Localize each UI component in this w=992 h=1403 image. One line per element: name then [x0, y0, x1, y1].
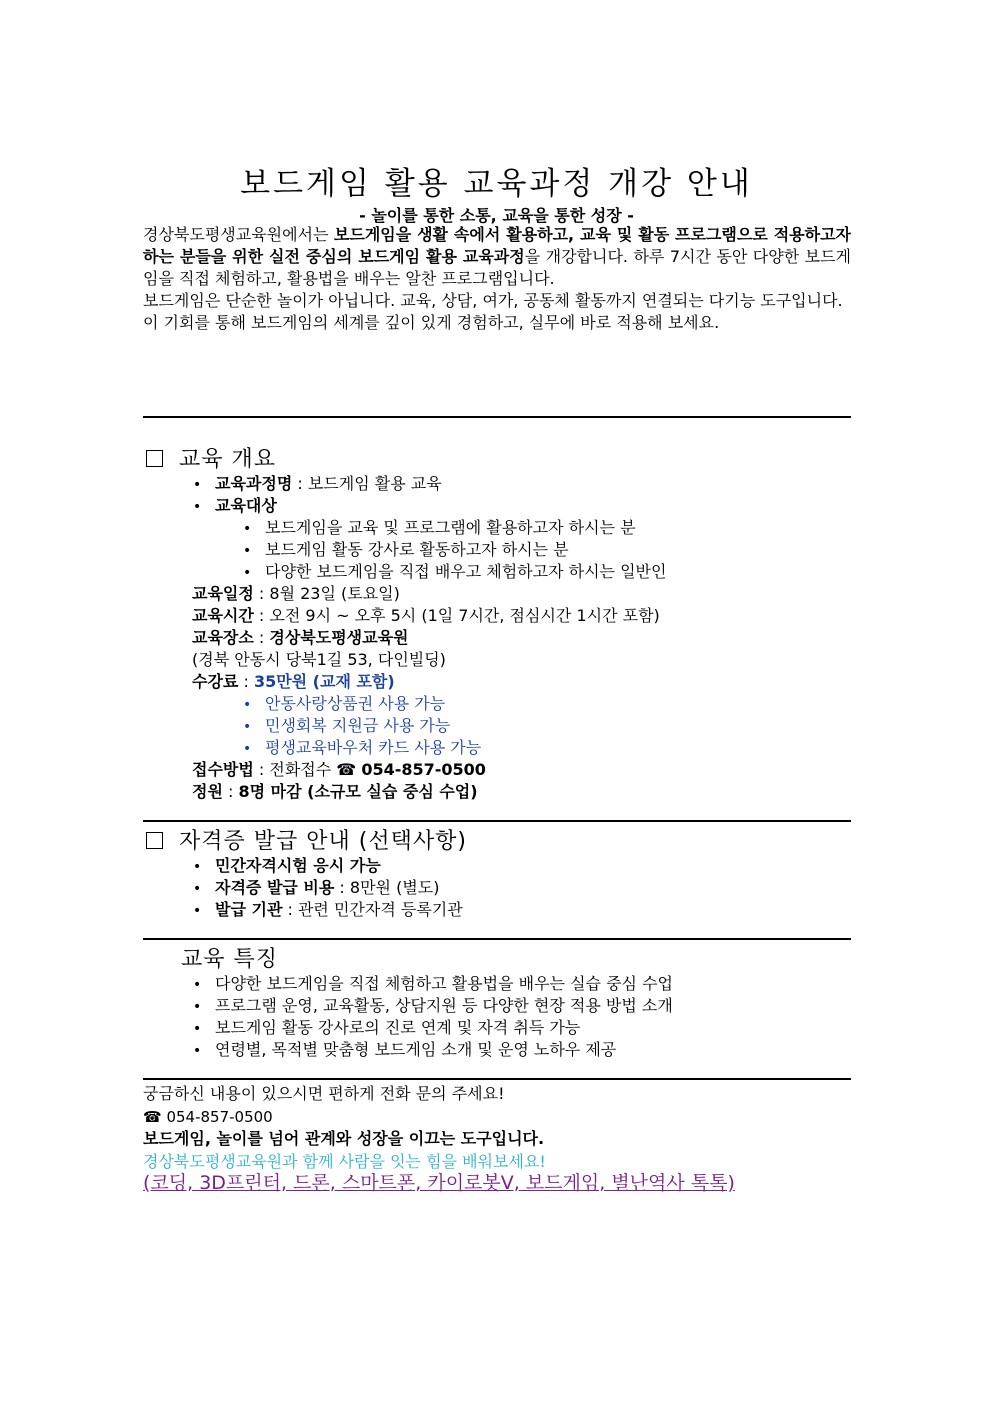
- section-heading-features: 교육 특징: [181, 947, 279, 972]
- bullet-icon: •: [193, 881, 202, 897]
- intro-paragraph-1: [143, 224, 851, 290]
- divider: [143, 1078, 851, 1080]
- bullet-icon: •: [193, 859, 202, 875]
- list-item: [193, 995, 673, 1018]
- bullet-icon: •: [243, 719, 252, 735]
- value: : 전화접수 ☎: [253, 760, 362, 779]
- inquiry-text: 궁금하신 내용이 있으시면 편하게 전화 문의 주세요!: [143, 1084, 505, 1103]
- info-line-time: [192, 605, 660, 627]
- info-line-place: [192, 627, 409, 649]
- list-item: [243, 517, 636, 540]
- info-line-apply: [192, 759, 486, 781]
- info-line-fee: [192, 671, 395, 693]
- intro-paragraph-2: 보드게임은 단순한 놀이가 아닙니다. 교육, 상담, 여가, 공동체 활동까지 연결되는 다기능 도구입니다.: [143, 291, 843, 310]
- checkbox-icon: [146, 450, 163, 467]
- value: : 8월 23일 (토요일): [253, 584, 400, 603]
- divider: [143, 416, 851, 418]
- bullet-icon: •: [193, 977, 202, 993]
- label: 교육장소: [192, 628, 254, 647]
- phone-number: 054-857-0500: [361, 760, 486, 779]
- feature-text: 연령별, 목적별 맞춤형 보드게임 소개 및 운영 노하우 제공: [215, 1040, 617, 1059]
- label: 교육과정명: [215, 474, 293, 493]
- label: 교육일정: [192, 584, 254, 603]
- item-text: 민간자격시험 응시 가능: [215, 856, 381, 875]
- list-item: [193, 1039, 616, 1062]
- separator: :: [238, 672, 254, 691]
- list-item: [193, 973, 673, 996]
- divider: [143, 820, 851, 822]
- info-line-capacity: [192, 781, 478, 803]
- checkbox-icon: [146, 832, 163, 849]
- list-item: [193, 473, 442, 496]
- section-heading-overview: [146, 442, 276, 473]
- page-subtitle: - 놀이를 통한 소통, 교육을 통한 성장 -: [359, 206, 634, 225]
- target-text: 다양한 보드게임을 직접 배우고 체험하고자 하시는 일반인: [265, 562, 667, 581]
- list-item: [243, 561, 666, 584]
- bullet-icon: •: [243, 543, 252, 559]
- section-heading-text: 교육 개요: [179, 447, 277, 472]
- feature-text: 다양한 보드게임을 직접 체험하고 활용법을 배우는 실습 중심 수업: [215, 974, 674, 993]
- bullet-icon: •: [193, 999, 202, 1015]
- list-item: [193, 877, 439, 900]
- intro-p1-end: 을 개강합니다. 하루 7시간 동안 다양한 보드게임을 직접 체험하고, 활용법을 배우는 알찬 프로그램입니다.: [143, 247, 851, 288]
- value: 8명 마감 (소규모 실습 중심 수업): [238, 782, 478, 801]
- info-line-date: [192, 583, 400, 605]
- invite-text: 경상북도평생교육원과 함께 사람을 잇는 힘을 배워보세요!: [143, 1152, 546, 1171]
- label: 교육시간: [192, 606, 254, 625]
- bullet-icon: •: [193, 903, 202, 919]
- bullet-icon: •: [193, 1043, 202, 1059]
- separator: :: [222, 782, 239, 801]
- bullet-icon: •: [193, 499, 202, 515]
- list-item: [243, 539, 569, 562]
- bullet-icon: •: [243, 697, 252, 713]
- value: : 보드게임 활용 교육: [292, 474, 442, 493]
- value: 경상북도평생교육원: [269, 628, 409, 647]
- intro-p1-bold: 보드게임을 생활 속에서 활용하고, 교육 및 활동 프로그램으로 적용하고자 하는 분들을 위한 실전 중심의 보드게임 활용 교육과정: [143, 225, 851, 266]
- label: 정원: [192, 782, 223, 801]
- footer-phone: ☎ 054-857-0500: [143, 1108, 273, 1126]
- value: : 관련 민간자격 등록기관: [282, 900, 463, 919]
- bullet-icon: •: [243, 521, 252, 537]
- feature-text: 프로그램 운영, 교육활동, 상담지원 등 다양한 현장 적용 방법 소개: [215, 996, 673, 1015]
- list-item: [243, 737, 481, 760]
- intro-p1-start: 경상북도평생교육원에서는: [143, 225, 334, 244]
- value: 35만원 (교재 포함): [253, 672, 395, 691]
- target-text: 보드게임 활동 강사로 활동하고자 하시는 분: [265, 540, 569, 559]
- bullet-icon: •: [243, 565, 252, 581]
- bullet-icon: •: [193, 477, 202, 493]
- label: 교육대상: [215, 496, 277, 515]
- list-item: [193, 855, 381, 878]
- bullet-icon: •: [193, 1021, 202, 1037]
- page-title: 보드게임 활용 교육과정 개강 안내: [240, 166, 753, 202]
- intro-text: [143, 224, 851, 334]
- separator: :: [253, 628, 270, 647]
- bullet-icon: •: [243, 741, 252, 757]
- label: 발급 기관: [215, 900, 283, 919]
- section-heading-certificate: [146, 824, 467, 855]
- value: : 오전 9시 ~ 오후 5시 (1일 7시간, 점심시간 1시간 포함): [253, 606, 660, 625]
- fee-note: 안동사랑상품권 사용 가능: [265, 694, 446, 713]
- address: (경북 안동시 당북1길 53, 다인빌딩): [192, 650, 446, 669]
- list-item: [243, 715, 450, 738]
- label: 접수방법: [192, 760, 254, 779]
- list-item: [193, 1017, 580, 1040]
- fee-note: 평생교육바우처 카드 사용 가능: [265, 738, 482, 757]
- section-heading-text: 자격증 발급 안내 (선택사항): [179, 829, 467, 854]
- feature-text: 보드게임 활동 강사로의 진로 연계 및 자격 취득 가능: [215, 1018, 581, 1037]
- list-item: [243, 693, 445, 716]
- list-item: [193, 495, 277, 518]
- target-text: 보드게임을 교육 및 프로그램에 활용하고자 하시는 분: [265, 518, 636, 537]
- label: 수강료: [192, 672, 239, 691]
- list-item: [193, 899, 463, 922]
- fee-note: 민생회복 지원금 사용 가능: [265, 716, 451, 735]
- programs-text: (코딩, 3D프린터, 드론, 스마트폰, 카이로봇V, 보드게임, 별난역사 톡톡): [143, 1172, 735, 1194]
- value: : 8만원 (별도): [334, 878, 440, 897]
- label: 자격증 발급 비용: [215, 878, 335, 897]
- intro-paragraph-3: 이 기회를 통해 보드게임의 세계를 깊이 있게 경험하고, 실무에 바로 적용해 보세요.: [143, 313, 720, 332]
- slogan-text: 보드게임, 놀이를 넘어 관계와 성장을 이끄는 도구입니다.: [143, 1129, 545, 1148]
- divider: [143, 938, 851, 940]
